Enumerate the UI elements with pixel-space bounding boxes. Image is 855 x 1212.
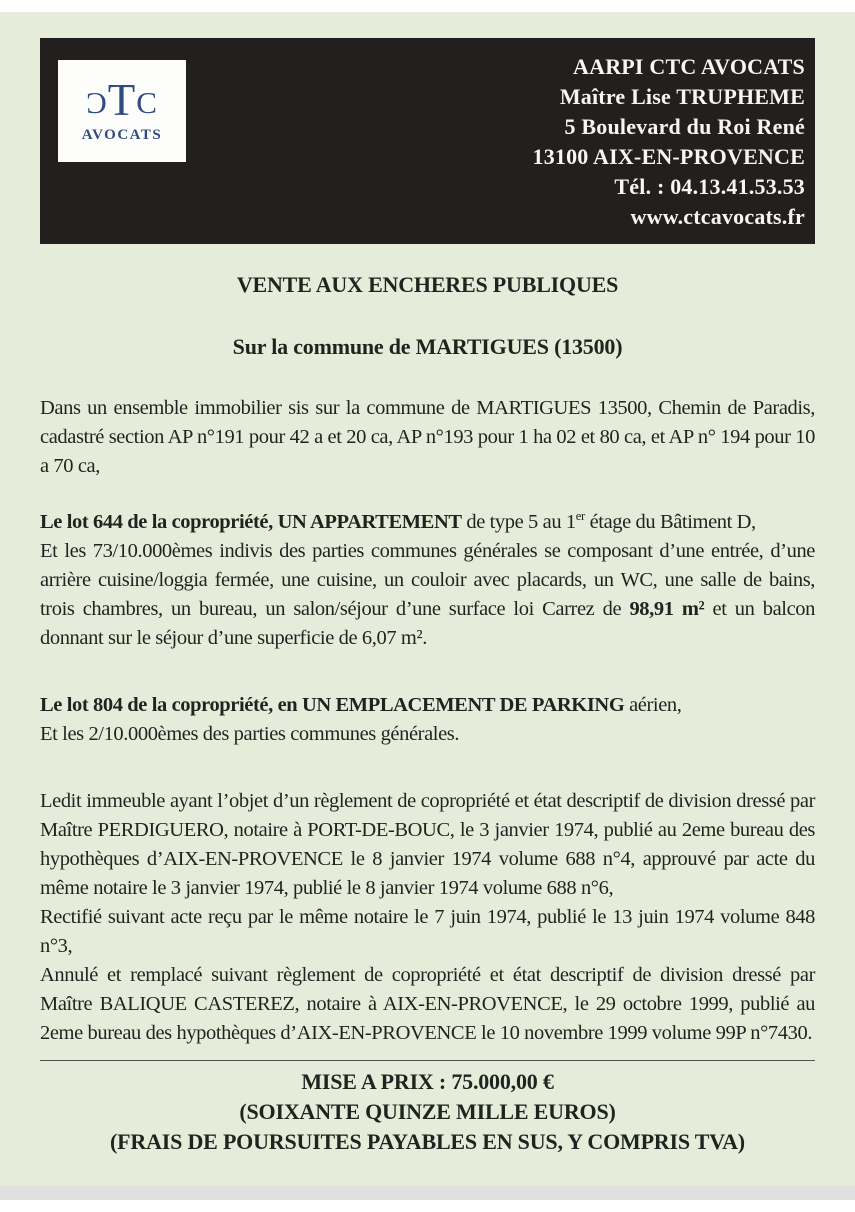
notice-body	[0, 272, 855, 1048]
reglement-paragraph-1: Ledit immeuble ayant l’objet d’un règlement de copropriété et état descriptif de division dressé par Maître PERDIGUERO, notaire à PORT-DE-BOUC, le 3 janvier 1974, publié au 2eme bureau des hypothèques d’AIX-EN-PROVENCE le 8 janvier 1974 volume 688 n°4, approuvé par acte du même notaire le 3 janvier 1974, publié le 8 janvier 1974 volume 688 n°6,	[40, 790, 815, 899]
phone-number: Tél. : 04.13.41.53.53	[614, 174, 805, 199]
lot644-description: Et les 73/10.000èmes indivis des parties communes générales se composant d’une entrée, d’une arrière cuisine/loggia fermée, une cuisine, un couloir avec placards, un WC, une salle de bains, trois chambres, un bureau, un salon/séjour d’une surface loi Carrez de 98,91 m² et un balcon donnant sur le séjour d’une superficie de 6,07 m².	[40, 540, 815, 649]
logo-letter-t: T	[107, 75, 137, 125]
logo-caption: AVOCATS	[81, 127, 163, 143]
price-in-words: (SOIXANTE QUINZE MILLE EUROS)	[239, 1099, 616, 1124]
price-block	[0, 1067, 855, 1157]
price-heading: MISE A PRIX : 75.000,00 €	[301, 1069, 554, 1094]
firm-name: AARPI CTC AVOCATS	[573, 54, 805, 79]
firm-contact-block	[200, 52, 805, 232]
fees-note: (FRAIS DE POURSUITES PAYABLES EN SUS, Y COMPRIS TVA)	[110, 1129, 745, 1154]
property-intro: Dans un ensemble immobilier sis sur la commune de MARTIGUES 13500, Chemin de Paradis, cadastré section AP n°191 pour 42 a et 20 ca, AP n°193 pour 1 ha 02 et 80 ca, et AP n° 194 pour 10 a 70 ca,	[40, 397, 815, 477]
logo-letter-c-left: Ɔ	[86, 85, 108, 120]
document-page	[0, 12, 855, 1186]
lot644-heading: Le lot 644 de la copropriété, UN APPARTEMENT de type 5 au 1er étage du Bâtiment D,	[40, 509, 756, 533]
lot804-heading: Le lot 804 de la copropriété, en UN EMPLACEMENT DE PARKING aérien,	[40, 694, 682, 716]
reglement-paragraph-2: Rectifié suivant acte reçu par le même notaire le 7 juin 1974, publié le 13 juin 1974 volume 848 n°3,	[40, 906, 815, 957]
auction-title: VENTE AUX ENCHERES PUBLIQUES	[236, 272, 619, 297]
bottom-strip	[0, 1186, 855, 1200]
reglement-paragraph-3: Annulé et remplacé suivant règlement de copropriété et état descriptif de division dressé par Maître BALIQUE CASTEREZ, notaire à AIX-EN-PROVENCE, le 29 octobre 1999, publié au 2eme bureau des hypothèques d’AIX-EN-PROVENCE le 10 novembre 1999 volume 99P n°7430.	[40, 964, 815, 1044]
street-address: 5 Boulevard du Roi René	[564, 114, 805, 139]
commune-subtitle: Sur la commune de MARTIGUES (13500)	[232, 334, 623, 359]
divider-line	[40, 1060, 815, 1061]
lot804-description: Et les 2/10.000èmes des parties communes générales.	[40, 723, 460, 745]
ctc-logo-mark	[86, 75, 158, 125]
website-url: www.ctcavocats.fr	[630, 204, 805, 229]
lawyer-name: Maître Lise TRUPHEME	[559, 84, 805, 109]
law-firm-header	[40, 38, 815, 244]
logo-letter-c-right: C	[136, 85, 158, 120]
city-address: 13100 AIX-EN-PROVENCE	[532, 144, 805, 169]
firm-logo	[58, 60, 186, 162]
